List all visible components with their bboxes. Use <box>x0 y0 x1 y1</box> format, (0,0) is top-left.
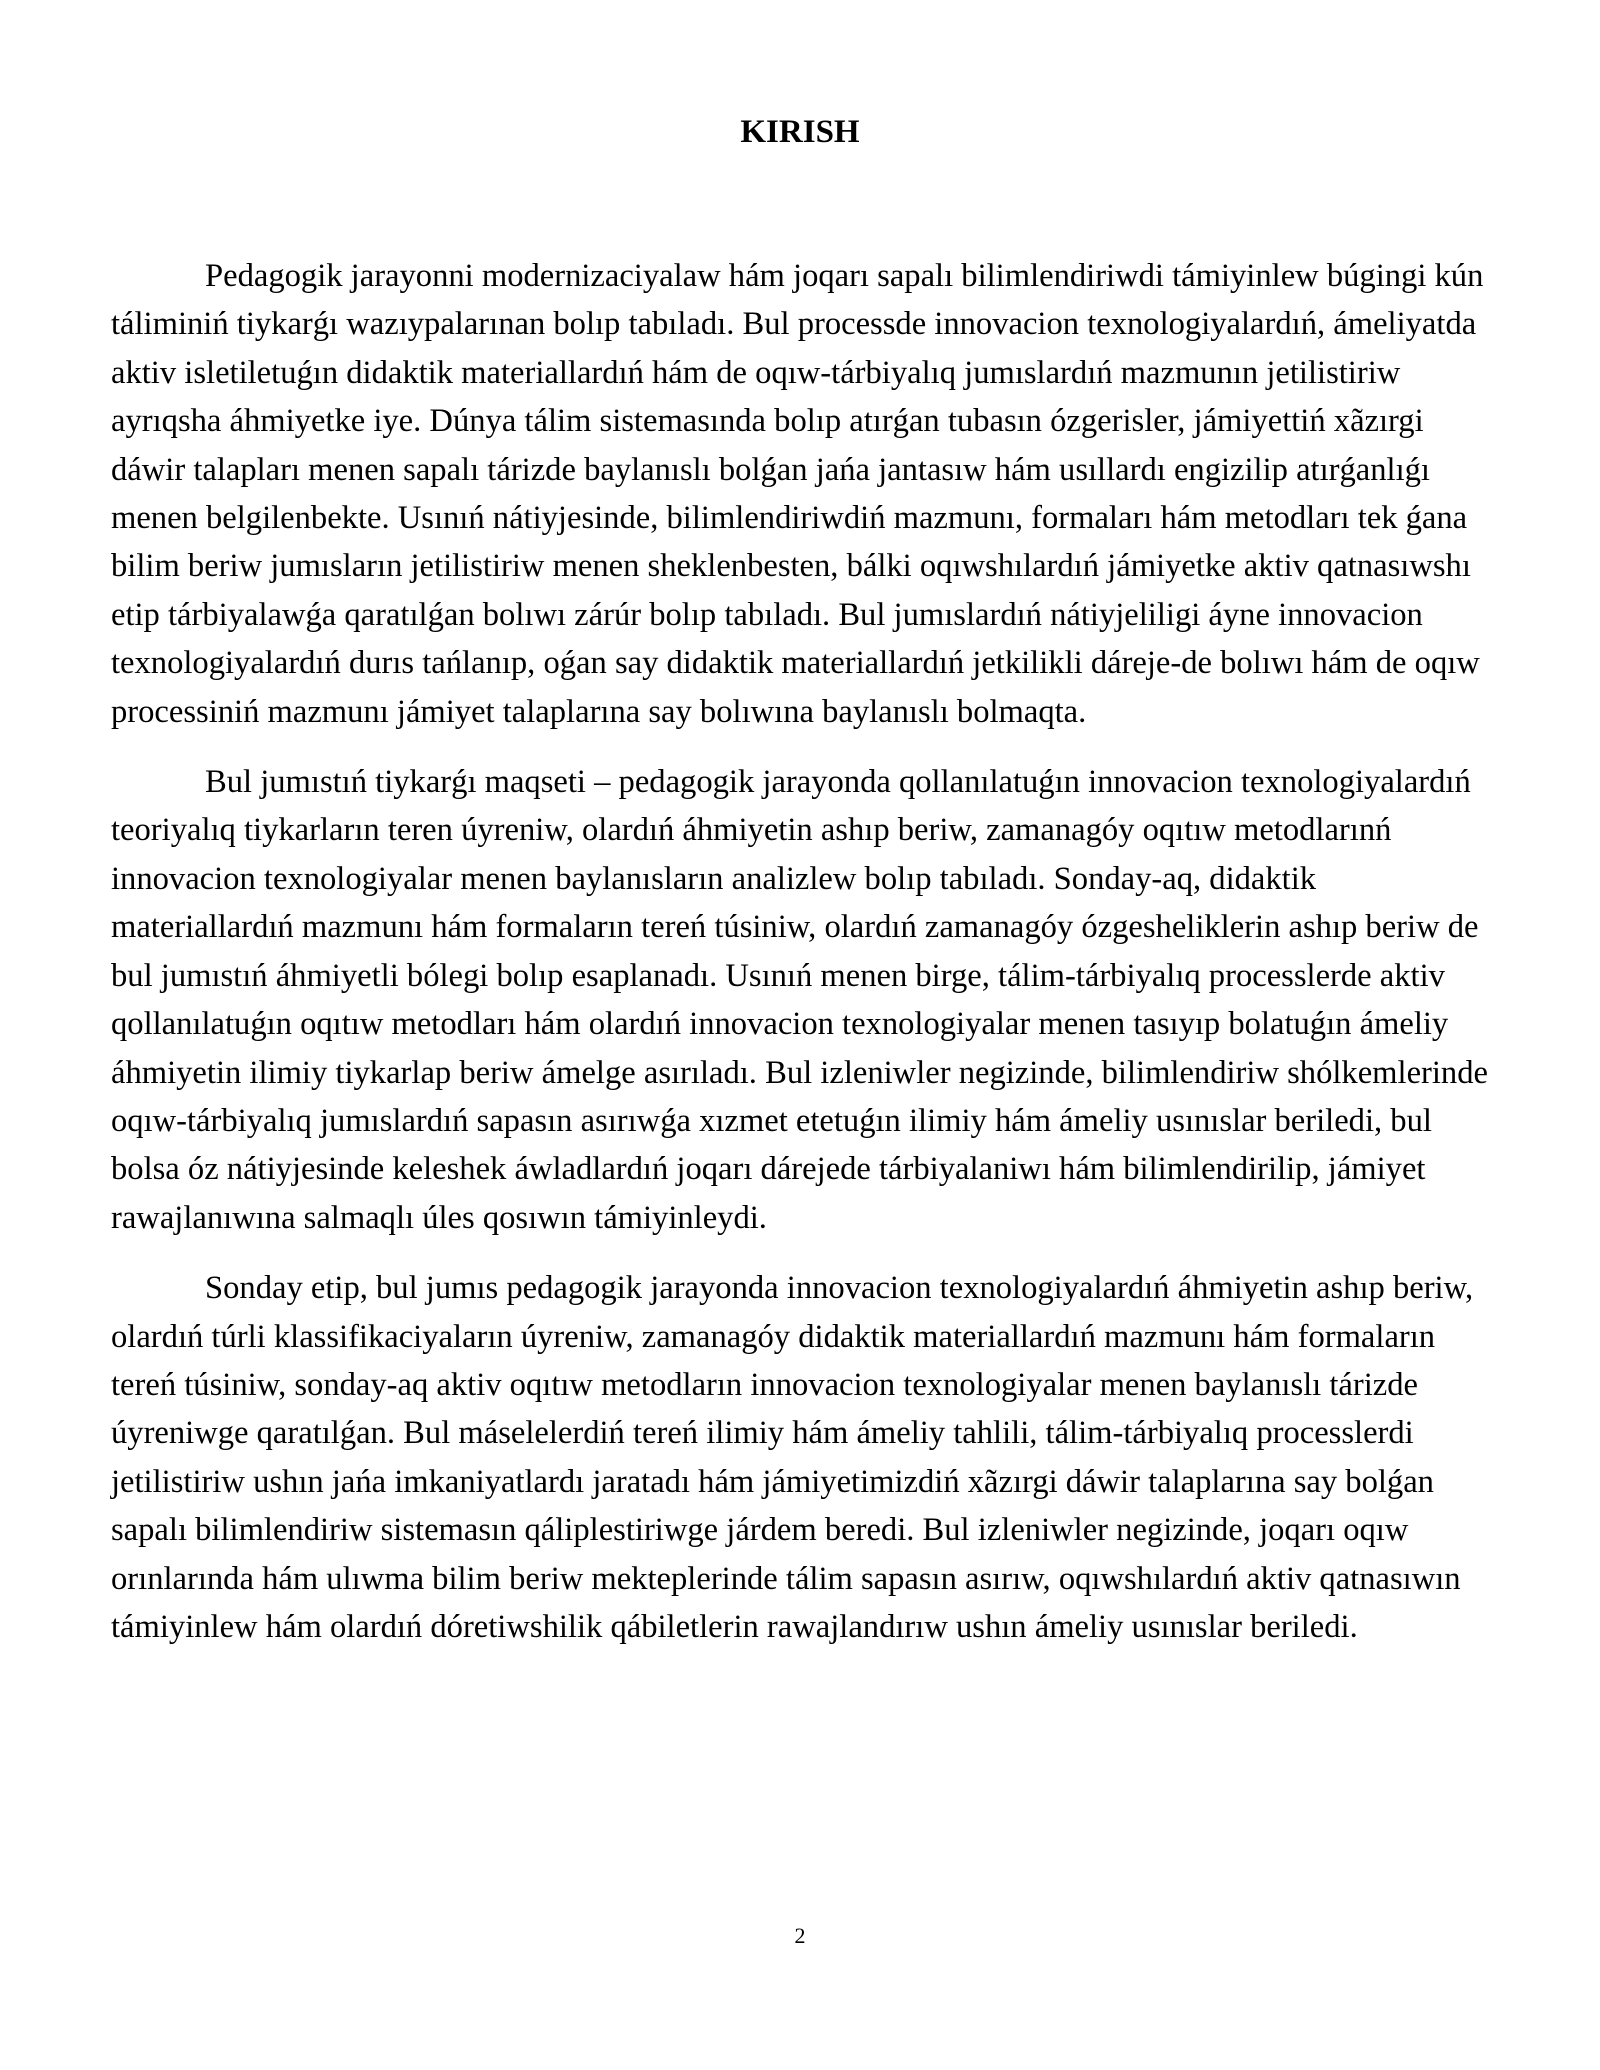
paragraph-3: Sonday etip, bul jumıs pedagogik jarayonda innovacion texnologiyalardıń áhmiyetin ashıp beriw, olardıń túrli klassifikaciyaların úyreniw, zamanagóy didaktik materiallardıń mazmunı hám formaların tereń túsiniw, sonday-aq aktiv oqıtıw metodların innovacion texnologiyalar menen baylanıslı tárizde úyreniwge qaratılǵan. Bul máselelerdiń tereń ilimiy hám ámeliy tahlili, tálim-tárbiyalıq processlerdi jetilistiriw ushın jańa imkaniyatlardı jaratadı hám jámiyetimizdiń xãzırgi dáwir talaplarına say bolǵan sapalı bilimlendiriw sistemasın qáliplestiriwge járdem beredi. Bul izleniwler negizinde, joqarı oqıw orınlarında hám ulıwma bilim beriw mekteplerinde tálim sapasın asırıw, oqıwshılardıń aktiv qatnasıwın támiyinlew hám olardıń dóretiwshilik qábiletlerin rawajlandırıw ushın ámeliy usınıslar beriledi. <box>111 1270 1474 1645</box>
paragraph-1: Pedagogik jarayonni modernizaciyalaw hám joqarı sapalı bilimlendiriwdi támiyinlew búgingi kún táliminiń tiykarǵı wazıypalarınan bolıp tabıladı. Bul processde innovacion texnologiyalardıń, ámeliyatda aktiv isletiletuǵın didaktik materiallardıń hám de oqıw-tárbiyalıq jumıslardıń mazmunın jetilistiriw ayrıqsha áhmiyetke iye. Dúnya tálim sistemasında bolıp atırǵan tubasın ózgerisler, jámiyettiń xãzırgi dáwir talapları menen sapalı tárizde baylanıslı bolǵan jańa jantasıw hám usıllardı engizilip atırǵanlıǵı menen belgilenbekte. Usınıń nátiyjesinde, bilimlendiriwdiń mazmunı, formaları hám metodları tek ǵana bilim beriw jumısların jetilistiriw menen sheklenbesten, bálki oqıwshılardıń jámiyetke aktiv qatnasıwshı etip tárbiyalawǵa qaratılǵan bolıwı zárúr bolıp tabıladı. Bul jumıslardıń nátiyjeliligi áyne innovacion texnologiyalardıń durıs tańlanıp, oǵan say didaktik materiallardıń jetkilikli dáreje-de bolıwı hám de oqıw processiniń mazmunı jámiyet talaplarına say bolıwına baylanıslı bolmaqta. <box>111 258 1484 730</box>
page-number: 2 <box>794 1923 806 1948</box>
document-body <box>111 252 1489 1673</box>
page-title: KIRISH <box>740 114 860 150</box>
paragraph-2: Bul jumıstıń tiykarǵı maqseti – pedagogik jarayonda qollanılatuǵın innovacion texnologiyalardıń teoriyalıq tiykarların teren úyreniw, olardıń áhmiyetin ashıp beriw, zamanagóy oqıtıw metodlarınń innovacion texnologiyalar menen baylanısların analizlew bolıp tabıladı. Sonday-aq, didaktik materiallardıń mazmunı hám formaların tereń túsiniw, olardıń zamanagóy ózgesheliklerin ashıp beriw de bul jumıstıń áhmiyetli bólegi bolıp esaplanadı. Usınıń menen birge, tálim-tárbiyalıq processlerde aktiv qollanılatuǵın oqıtıw metodları hám olardıń innovacion texnologiyalar menen tasıyıp bolatuǵın ámeliy áhmiyetin ilimiy tiykarlap beriw ámelge asırıladı. Bul izleniwler negizinde, bilimlendiriw shólkemlerinde oqıw-tárbiyalıq jumıslardıń sapasın asırıwǵa xızmet etetuǵın ilimiy hám ámeliy usınıslar beriledi, bul bolsa óz nátiyjesinde keleshek áwladlardıń joqarı dárejede tárbiyalaniwı hám bilimlendirilip, jámiyet rawajlanıwına salmaqlı úles qosıwın támiyinleydi. <box>111 764 1488 1236</box>
